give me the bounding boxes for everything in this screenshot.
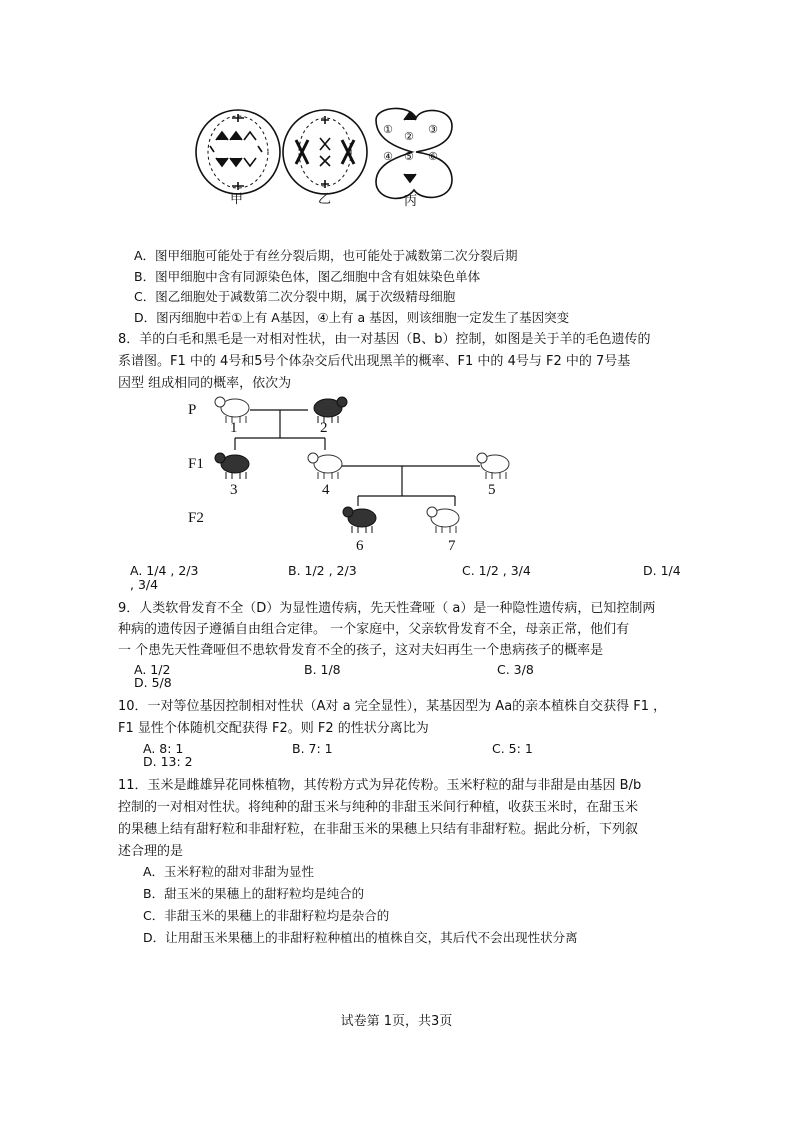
individual-1: 1 bbox=[230, 420, 238, 436]
marker-6: ⑥ bbox=[428, 150, 438, 163]
sheep-6-black bbox=[343, 507, 376, 533]
marker-3: ③ bbox=[428, 123, 438, 136]
q10-stem-line2: F1 显性个体随机交配获得 F2。则 F2 的性状分离比为 bbox=[118, 721, 429, 736]
q8-stem-line2: 系谱图。F1 中的 4号和5号个体杂交后代出现黑羊的概率、F1 中的 4号与 F2 中的 7号基 bbox=[118, 354, 631, 369]
sheep-2-black bbox=[314, 397, 347, 423]
marker-5: ⑤ bbox=[404, 150, 414, 163]
q9-option-d: D. 5/8 bbox=[134, 675, 172, 690]
q9-option-a: A. 1/2 bbox=[134, 662, 171, 677]
q8-stem-line3: 因型 组成相同的概率，依次为 bbox=[118, 376, 292, 391]
individual-6: 6 bbox=[356, 538, 364, 554]
sheep-3-black bbox=[215, 453, 249, 479]
pedigree-chart bbox=[180, 388, 520, 558]
q9-stem-line1: 9．人类软骨发育不全（D）为显性遗传病，先天性聋哑（ a）是一种隐性遗传病，已知控制两 bbox=[118, 601, 656, 616]
q11-stem-line1: 11．玉米是雌雄异花同株植物，其传粉方式为异花传粉。玉米籽粒的甜与非甜是由基因 B/b bbox=[118, 778, 642, 793]
q9-stem-line2: 种病的遗传因子遵循自由组合定律。 一个家庭中，父亲软骨发育不全，母亲正常，他们有 bbox=[118, 622, 630, 637]
q9-option-b: B. 1/8 bbox=[304, 662, 341, 677]
q11-option-a: A．玉米籽粒的甜对非甜为显性 bbox=[143, 864, 315, 879]
q8-option-d-cont: , 3/4 bbox=[130, 577, 159, 592]
q11-option-b: B．甜玉米的果穗上的甜籽粒均是纯合的 bbox=[143, 886, 365, 901]
q7-option-a: A．图甲细胞可能处于有丝分裂后期，也可能处于减数第二次分裂后期 bbox=[134, 248, 518, 263]
marker-2: ② bbox=[404, 130, 414, 143]
q10-option-c: C. 5: 1 bbox=[492, 741, 533, 756]
sheep-7-white bbox=[427, 507, 459, 533]
individual-7: 7 bbox=[448, 538, 456, 554]
q10-option-d: D. 13: 2 bbox=[143, 754, 193, 769]
q8-stem-line1: 8．羊的白毛和黑毛是一对相对性状，由一对基因（B、b）控制，如图是关于羊的毛色遗传的 bbox=[118, 332, 651, 347]
q10-stem-line1: 10．一对等位基因控制相对性状（A对 a 完全显性），某基因型为 Aa的亲本植株自交获得 F1 ， bbox=[118, 699, 667, 714]
page-footer: 试卷第 1页，共3页 bbox=[340, 1014, 453, 1029]
generation-p: P bbox=[188, 402, 197, 418]
marker-4: ④ bbox=[383, 150, 393, 163]
q7-option-d: D．图丙细胞中若①上有 A基因，④上有 a 基因，则该细胞一定发生了基因突变 bbox=[134, 310, 570, 325]
individual-2: 2 bbox=[320, 420, 328, 436]
q9-stem-line3: 一 个患先天性聋哑但不患软骨发育不全的孩子，这对夫妇再生一个患病孩子的概率是 bbox=[118, 643, 604, 658]
cell-label-bing: 丙 bbox=[404, 194, 418, 209]
q11-stem-line2: 控制的一对相对性状。将纯种的甜玉米与纯种的非甜玉米间行种植，收获玉米时，在甜玉米 bbox=[118, 800, 639, 815]
generation-f1: F1 bbox=[188, 456, 204, 472]
q8-option-a: A. 1/4 , 2/3 bbox=[130, 563, 199, 578]
q11-stem-line3: 的果穗上结有甜籽粒和非甜籽粒，在非甜玉米的果穗上只结有非甜籽粒。据此分析，下列叙 bbox=[118, 822, 639, 837]
sheep-5-white bbox=[477, 453, 509, 479]
q7-option-c: C．图乙细胞处于减数第二次分裂中期，属于次级精母细胞 bbox=[134, 289, 456, 304]
q7-option-b: B．图甲细胞中含有同源染色体，图乙细胞中含有姐妹染色单体 bbox=[134, 269, 481, 284]
cell-label-jia: 甲 bbox=[230, 192, 244, 207]
individual-5: 5 bbox=[488, 482, 496, 498]
q8-option-c: C. 1/2 , 3/4 bbox=[462, 563, 531, 578]
q9-option-c: C. 3/8 bbox=[497, 662, 534, 677]
individual-3: 3 bbox=[230, 482, 238, 498]
q11-stem-line4: 述合理的是 bbox=[118, 844, 184, 859]
cell-yi bbox=[283, 110, 367, 194]
generation-f2: F2 bbox=[188, 510, 204, 526]
sheep-4-white bbox=[308, 453, 342, 479]
q11-option-c: C．非甜玉米的果穗上的非甜籽粒均是杂合的 bbox=[143, 908, 390, 923]
cell-division-figure bbox=[190, 100, 460, 212]
individual-4: 4 bbox=[322, 482, 330, 498]
cell-label-yi: 乙 bbox=[318, 192, 332, 207]
cell-jia bbox=[196, 110, 280, 194]
q11-option-d: D．让用甜玉米果穗上的非甜籽粒种植出的植株自交，其后代不会出现性状分离 bbox=[143, 930, 578, 945]
q10-option-b: B. 7: 1 bbox=[292, 741, 333, 756]
pedigree-lines bbox=[180, 388, 520, 558]
q8-option-d: D. 1/4 bbox=[643, 563, 681, 578]
q10-option-a: A. 8: 1 bbox=[143, 741, 184, 756]
marker-1: ① bbox=[383, 123, 393, 136]
q8-option-b: B. 1/2 , 2/3 bbox=[288, 563, 357, 578]
